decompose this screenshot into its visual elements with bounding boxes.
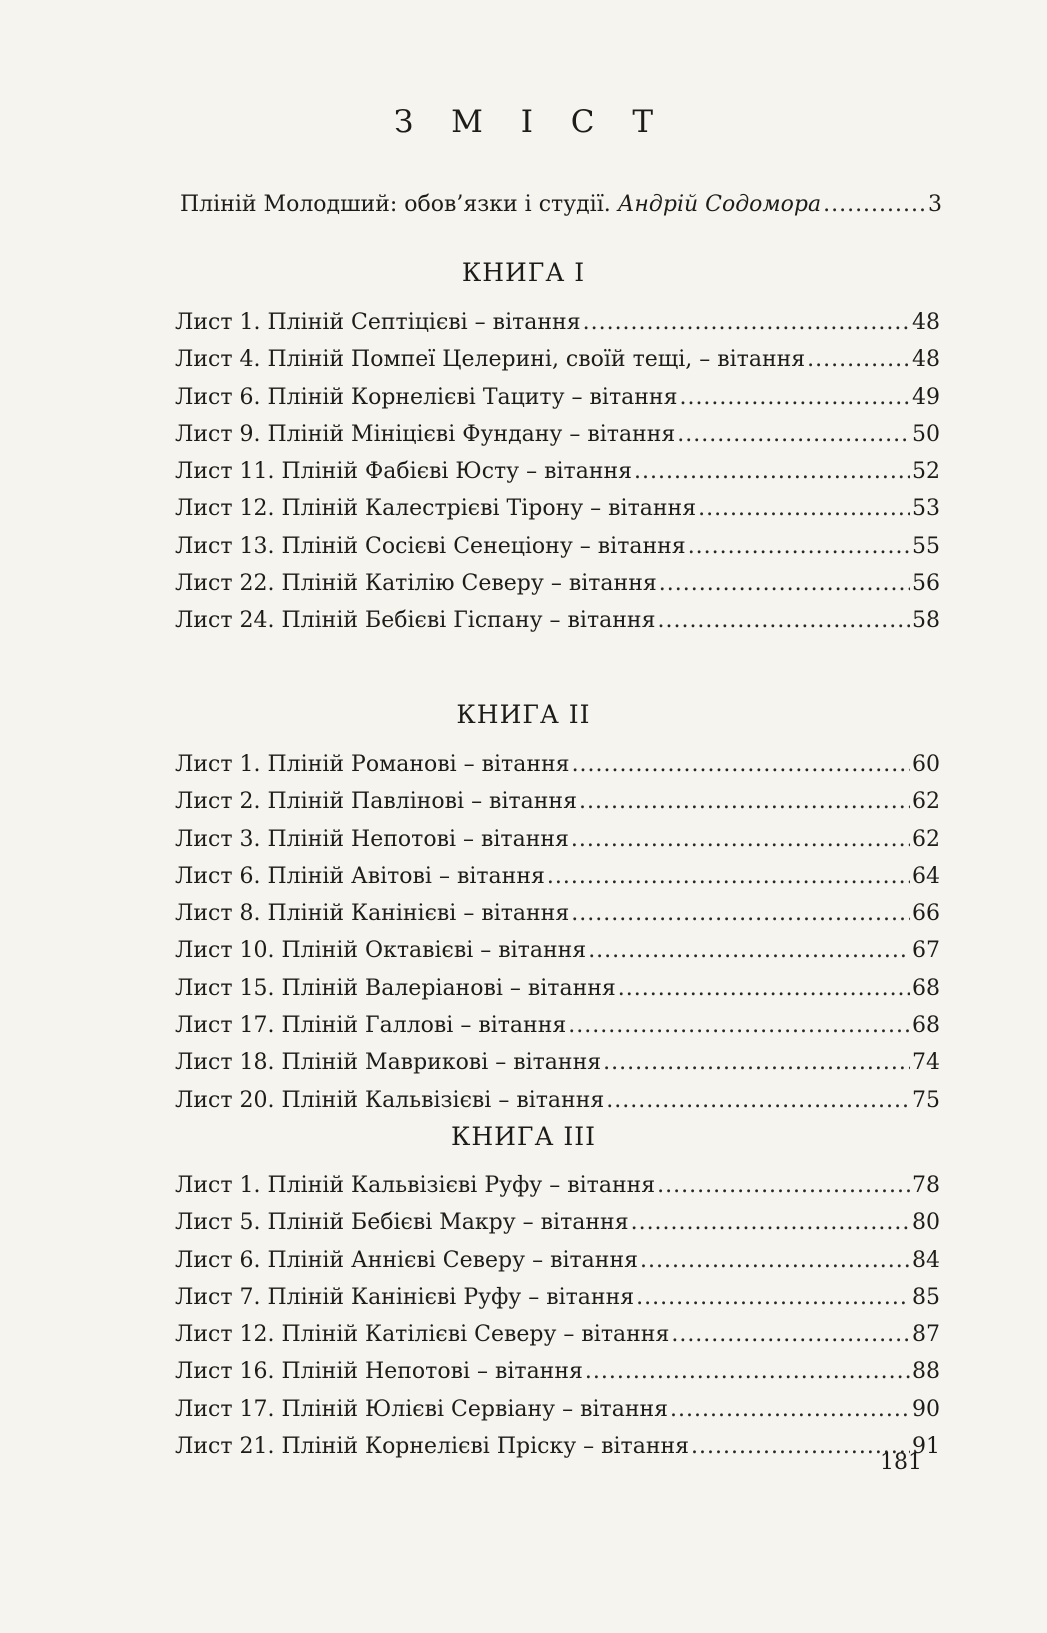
toc-entry xyxy=(175,379,940,416)
entry-title: Лист 1. Пліній Септіцієві – вітання xyxy=(175,310,581,335)
dot-leader xyxy=(606,1082,910,1119)
toc-entry xyxy=(175,746,940,783)
book-2-heading: КНИГА II xyxy=(456,700,591,729)
entry-page-number: 64 xyxy=(912,863,940,889)
book-2-entries xyxy=(175,746,940,1119)
entry-title: Лист 12. Пліній Катілієві Северу – вітання xyxy=(175,1322,670,1348)
toc-entry xyxy=(175,602,940,639)
entry-title: Лист 10. Пліній Октавієві – вітання xyxy=(175,938,587,964)
entry-page-number: 52 xyxy=(912,459,940,485)
toc-entry xyxy=(175,821,940,858)
toc-entry xyxy=(175,1353,940,1390)
dot-leader xyxy=(657,1167,910,1204)
entry-page-number: 50 xyxy=(912,421,940,447)
toc-entry xyxy=(175,1204,940,1241)
dot-leader xyxy=(670,1391,910,1428)
entry-page-number: 87 xyxy=(912,1322,940,1348)
entry-title: Лист 9. Пліній Мініцієві Фундану – вітання xyxy=(175,421,676,447)
book-1-heading: КНИГА I xyxy=(461,258,586,287)
dot-leader xyxy=(636,1279,910,1316)
book-3-heading: КНИГА III xyxy=(450,1122,596,1151)
dot-leader xyxy=(585,1353,910,1390)
entry-page-number: 90 xyxy=(912,1396,940,1422)
toc-entry xyxy=(175,970,940,1007)
book-1-entries xyxy=(175,304,940,640)
entry-page-number: 88 xyxy=(912,1359,940,1385)
toc-entry xyxy=(175,895,940,932)
entry-page-number: 84 xyxy=(912,1247,940,1273)
toc-entry xyxy=(175,783,940,820)
entry-page-number: 68 xyxy=(912,975,940,1001)
dot-leader xyxy=(671,1316,910,1353)
entry-title: Лист 3. Пліній Непотові – вітання xyxy=(175,826,569,852)
toc-entry xyxy=(175,490,940,527)
toc-entry xyxy=(175,1391,940,1428)
toc-entry xyxy=(175,1167,940,1204)
entry-title: Лист 20. Пліній Кальвізієві – вітання xyxy=(175,1087,605,1113)
entry-title: Лист 1. Пліній Кальвізієві Руфу – вітання xyxy=(175,1173,656,1198)
entry-page-number: 74 xyxy=(912,1050,940,1076)
dot-leader xyxy=(568,1007,910,1044)
toc-entry xyxy=(175,1316,940,1353)
entry-page-number: 49 xyxy=(912,384,940,410)
entry-title: Лист 15. Пліній Валеріанові – вітання xyxy=(175,975,616,1001)
toc-entry xyxy=(175,932,940,969)
entry-title: Лист 21. Пліній Корнелієві Пріску – вітання xyxy=(175,1434,690,1460)
toc-entry xyxy=(175,453,940,490)
entry-page-number: 85 xyxy=(912,1284,940,1310)
entry-title: Лист 16. Пліній Непотові – вітання xyxy=(175,1359,583,1385)
entry-page-number: 55 xyxy=(912,533,940,559)
dot-leader xyxy=(571,821,910,858)
dot-leader xyxy=(823,192,926,217)
toc-entry xyxy=(175,1082,940,1119)
entry-page-number: 91 xyxy=(912,1434,940,1460)
dot-leader xyxy=(631,1204,910,1241)
entry-title: Лист 11. Пліній Фабієві Юсту – вітання xyxy=(175,459,633,485)
entry-title: Лист 17. Пліній Галлові – вітання xyxy=(175,1013,567,1039)
dot-leader xyxy=(677,416,910,453)
intro-text: Пліній Молодший: обов’язки і студії. xyxy=(180,192,611,217)
dot-leader xyxy=(603,1044,910,1081)
entry-title: Лист 12. Пліній Калестрієві Тірону – вітання xyxy=(175,496,697,522)
entry-page-number: 62 xyxy=(912,789,940,815)
entry-page-number: 56 xyxy=(912,571,940,597)
entry-page-number: 48 xyxy=(912,310,940,335)
dot-leader xyxy=(634,453,910,490)
intro-page-number: 3 xyxy=(928,192,942,217)
entry-title: Лист 17. Пліній Юлієві Сервіану – вітання xyxy=(175,1396,669,1422)
toc-entry xyxy=(175,1007,940,1044)
entry-page-number: 48 xyxy=(912,347,940,373)
intro-author: Андрій Содомора xyxy=(617,192,822,217)
entry-title: Лист 5. Пліній Бебієві Макру – вітання xyxy=(175,1210,629,1236)
entry-page-number: 68 xyxy=(912,1013,940,1039)
dot-leader xyxy=(571,895,910,932)
entry-page-number: 60 xyxy=(912,752,940,777)
dot-leader xyxy=(679,379,910,416)
dot-leader xyxy=(657,602,910,639)
dot-leader xyxy=(807,341,910,378)
entry-page-number: 80 xyxy=(912,1210,940,1236)
entry-title: Лист 6. Пліній Корнелієві Тациту – вітання xyxy=(175,384,678,410)
dot-leader xyxy=(572,746,910,783)
entry-title: Лист 2. Пліній Павлінові – вітання xyxy=(175,789,577,815)
dot-leader xyxy=(640,1242,910,1279)
dot-leader xyxy=(688,528,910,565)
entry-page-number: 62 xyxy=(912,826,940,852)
dot-leader xyxy=(583,304,910,341)
page-title: З М І С Т xyxy=(393,104,668,140)
toc-entry xyxy=(175,565,940,602)
entry-page-number: 78 xyxy=(912,1173,940,1198)
toc-entry xyxy=(175,528,940,565)
entry-title: Лист 4. Пліній Помпеї Целерині, своїй тещі, – вітання xyxy=(175,347,806,373)
entry-title: Лист 24. Пліній Бебієві Гіспану – вітання xyxy=(175,608,656,634)
dot-leader xyxy=(618,970,910,1007)
page-number: 181 xyxy=(880,1450,922,1475)
toc-intro-entry xyxy=(180,192,942,226)
toc-entry xyxy=(175,1279,940,1316)
toc-entry xyxy=(175,341,940,378)
toc-entry xyxy=(175,304,940,341)
entry-page-number: 75 xyxy=(912,1087,940,1113)
dot-leader xyxy=(547,858,910,895)
dot-leader xyxy=(588,932,910,969)
entry-title: Лист 7. Пліній Канінієві Руфу – вітання xyxy=(175,1284,635,1310)
entry-page-number: 66 xyxy=(912,901,940,927)
entry-title: Лист 8. Пліній Канінієві – вітання xyxy=(175,901,570,927)
toc-entry xyxy=(175,1242,940,1279)
dot-leader xyxy=(579,783,910,820)
toc-entry xyxy=(175,858,940,895)
toc-entry xyxy=(175,1044,940,1081)
entry-page-number: 58 xyxy=(912,608,940,634)
entry-page-number: 67 xyxy=(912,938,940,964)
entry-title: Лист 1. Пліній Романові – вітання xyxy=(175,752,570,777)
book-3-entries xyxy=(175,1167,940,1465)
entry-title: Лист 18. Пліній Маврикові – вітання xyxy=(175,1050,602,1076)
dot-leader xyxy=(698,490,910,527)
entry-page-number: 53 xyxy=(912,496,940,522)
dot-leader xyxy=(691,1428,910,1465)
entry-title: Лист 13. Пліній Сосієві Сенеціону – вітання xyxy=(175,533,686,559)
entry-title: Лист 6. Пліній Авітові – вітання xyxy=(175,863,545,889)
entry-title: Лист 22. Пліній Катілію Северу – вітання xyxy=(175,571,657,597)
entry-title: Лист 6. Пліній Аннієві Северу – вітання xyxy=(175,1247,638,1273)
toc-entry xyxy=(175,416,940,453)
dot-leader xyxy=(659,565,910,602)
toc-entry xyxy=(175,1428,940,1465)
